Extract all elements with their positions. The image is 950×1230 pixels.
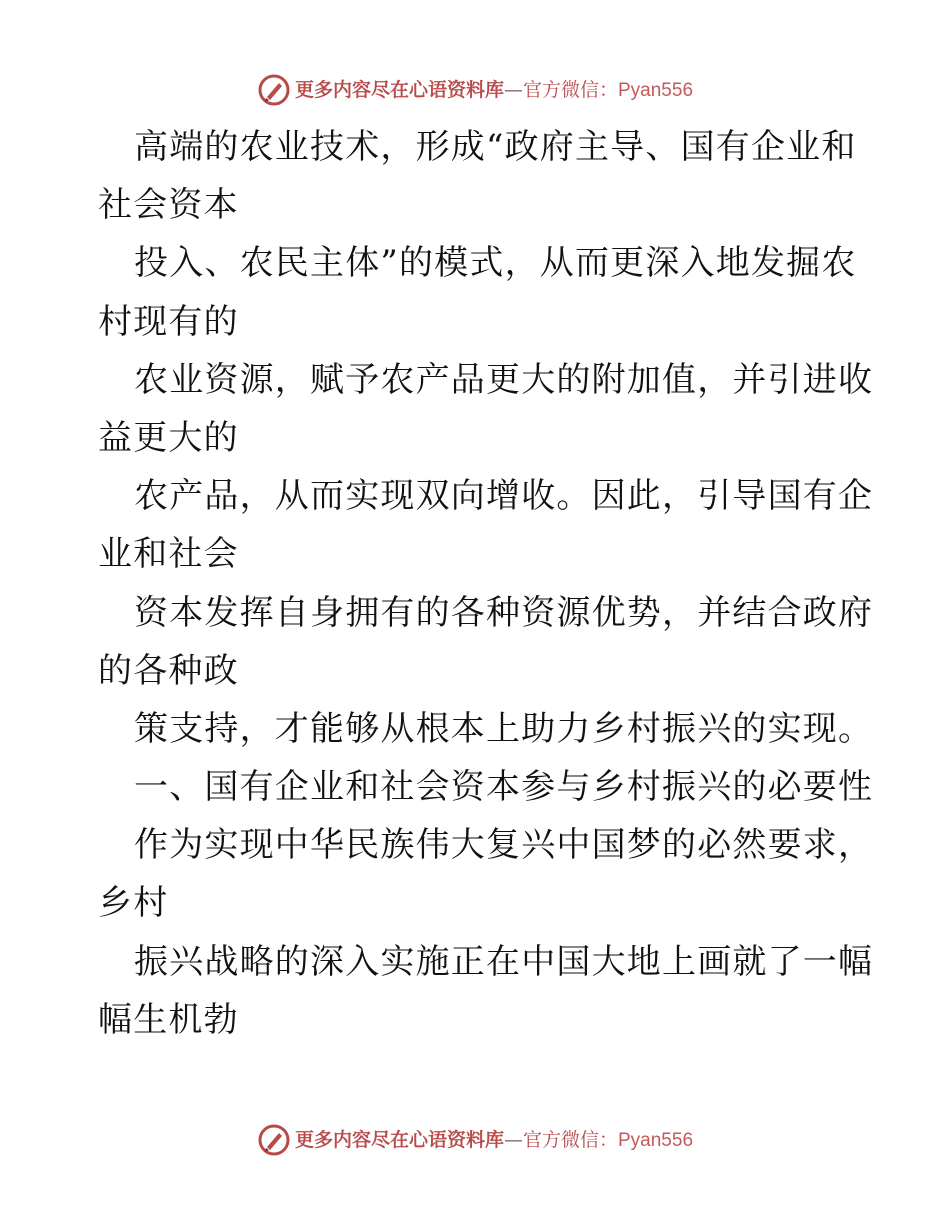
body-line: 振兴战略的深入实施正在中国大地上画就了一幅 xyxy=(134,941,874,982)
watermark-brand: 更多内容尽在心语资料库 xyxy=(294,1128,504,1151)
body-line: 资本发挥自身拥有的各种资源优势，并结合政府 xyxy=(134,592,874,633)
body-line: 高端的农业技术，形成“政府主导、国有企业和 xyxy=(134,127,857,167)
watermark-id: Pyan556 xyxy=(618,1129,694,1151)
body-line: 乡村 xyxy=(98,883,169,924)
watermark-id: Pyan556 xyxy=(618,79,694,101)
footer-watermark xyxy=(0,1120,950,1160)
watermark-text xyxy=(294,1128,694,1151)
body-line: 社会资本 xyxy=(98,185,239,226)
watermark-brand: 更多内容尽在心语资料库 xyxy=(294,78,504,101)
body-line: 农业资源，赋予农产品更大的附加值，并引进收 xyxy=(134,359,874,400)
watermark-text xyxy=(294,78,694,101)
watermark-dash: — xyxy=(503,1128,523,1151)
section-heading: 一、国有企业和社会资本参与乡村振兴的必要性 xyxy=(134,767,874,808)
pen-logo-icon xyxy=(257,1123,291,1157)
body-line: 投入、农民主体”的模式，从而更深入地发掘农 xyxy=(134,243,857,284)
body-line: 农产品，从而实现双向增收。因此，引导国有企 xyxy=(134,476,874,517)
body-line: 村现有的 xyxy=(98,301,239,342)
body-line: 的各种政 xyxy=(98,650,239,691)
body-line: 作为实现中华民族伟大复兴中国梦的必然要求， xyxy=(134,825,874,866)
body-line: 策支持，才能够从根本上助力乡村振兴的实现。 xyxy=(134,708,874,749)
document-body xyxy=(98,118,874,1049)
body-line: 幅生机勃 xyxy=(98,999,239,1040)
pen-logo-icon xyxy=(257,73,291,107)
watermark-label: 官方微信： xyxy=(522,78,618,101)
watermark-label: 官方微信： xyxy=(522,1128,618,1151)
body-line: 业和社会 xyxy=(98,534,239,575)
header-watermark xyxy=(0,70,950,110)
watermark-dash: — xyxy=(503,78,523,101)
body-line: 益更大的 xyxy=(98,417,239,458)
